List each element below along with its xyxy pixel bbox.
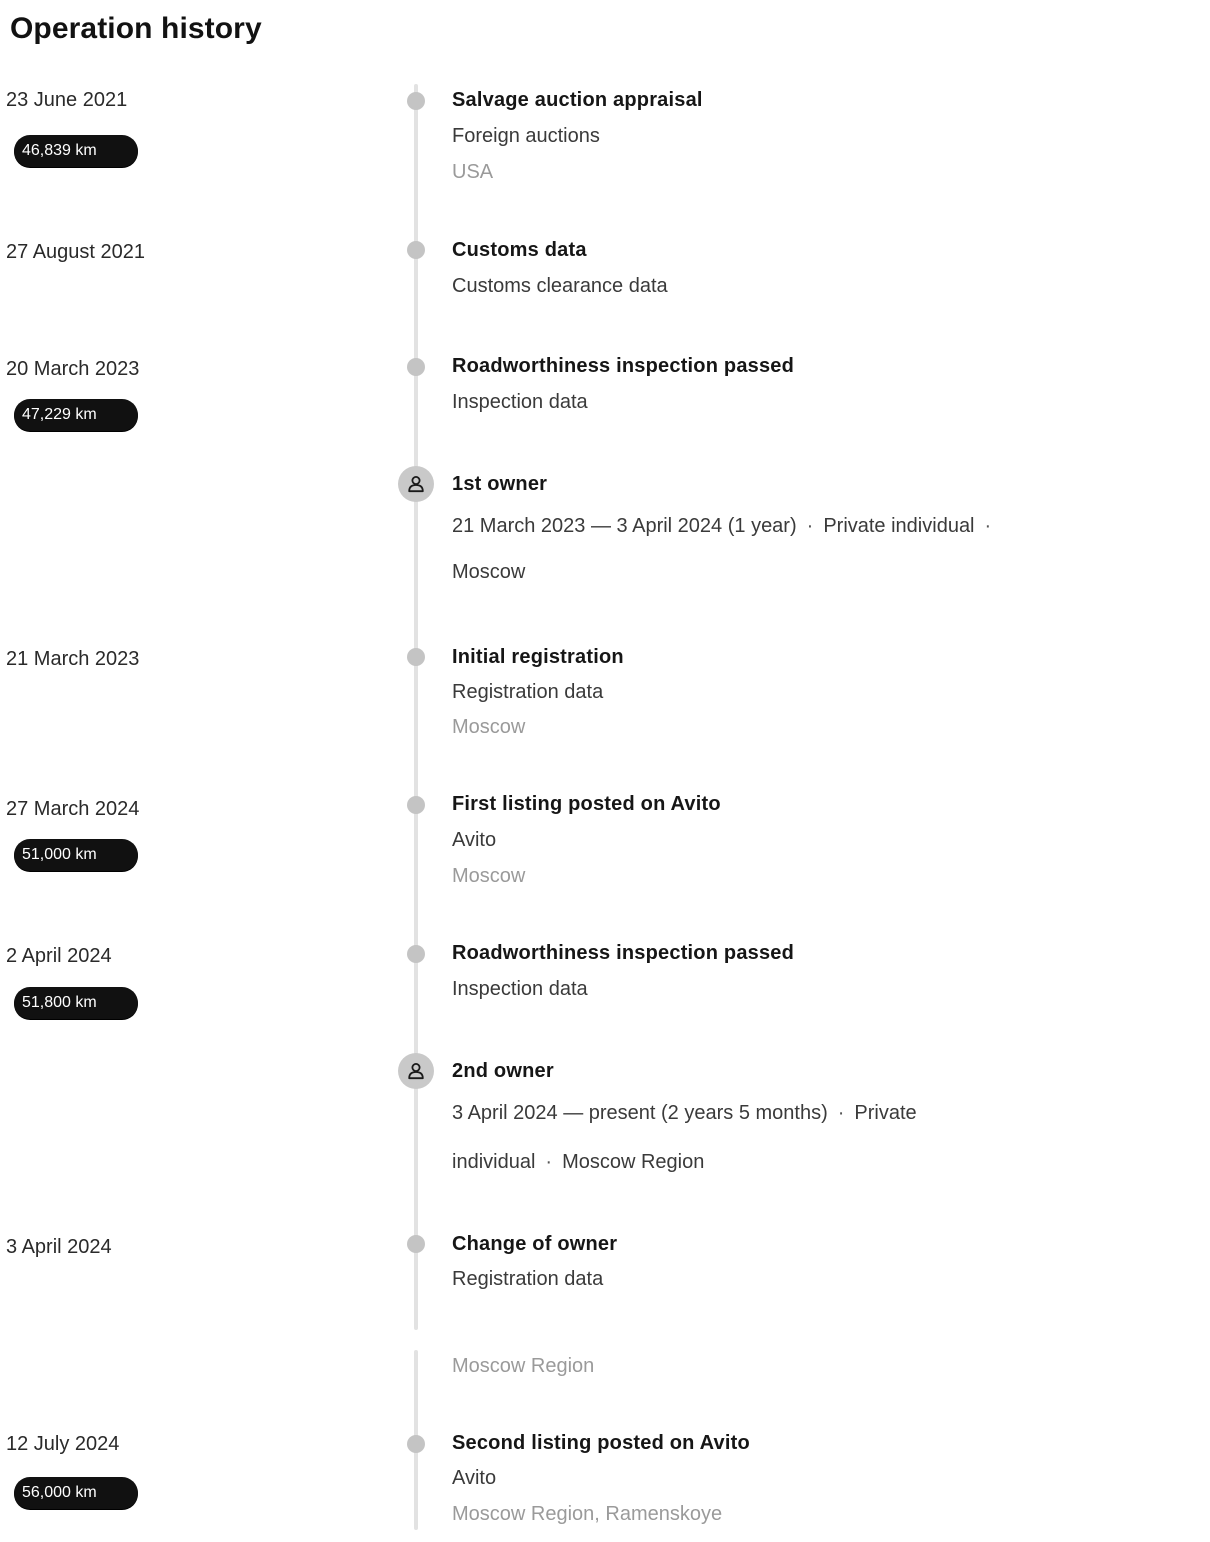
owner-title: 2nd owner [452, 1060, 554, 1082]
timeline-dot [407, 1235, 425, 1253]
timeline-dot [407, 796, 425, 814]
event-source: Inspection data [452, 978, 588, 1000]
timeline-dot [407, 945, 425, 963]
mileage-badge: 56,000 km [14, 1477, 138, 1509]
event-place: Moscow [452, 716, 526, 738]
event-source: Registration data [452, 1268, 604, 1290]
event-title: Salvage auction appraisal [452, 89, 703, 111]
event-date: 12 July 2024 [6, 1433, 120, 1455]
timeline-dot [407, 648, 425, 666]
owner-type: Private individual [823, 515, 975, 537]
timeline-line [414, 84, 418, 1330]
event-date: 27 August 2021 [6, 241, 146, 263]
event-date: 27 March 2024 [6, 798, 140, 820]
owner-period: 3 April 2024 — present (2 years 5 months) [452, 1102, 828, 1124]
event-place: USA [452, 161, 494, 183]
event-title: Customs data [452, 239, 587, 261]
event-title: Roadworthiness inspection passed [452, 942, 795, 964]
separator: · [806, 515, 814, 537]
event-source: Inspection data [452, 391, 588, 413]
person-icon [398, 466, 434, 502]
event-date: 2 April 2024 [6, 945, 112, 967]
owner-type: Private [854, 1102, 917, 1124]
event-source: Customs clearance data [452, 275, 668, 297]
owner-type: individual [452, 1151, 536, 1173]
event-date: 3 April 2024 [6, 1236, 112, 1258]
owner-place: Moscow Region [562, 1151, 705, 1173]
mileage-badge: 51,000 km [14, 839, 138, 871]
event-title: First listing posted on Avito [452, 793, 721, 815]
event-title: Change of owner [452, 1233, 618, 1255]
event-title: Roadworthiness inspection passed [452, 355, 795, 377]
event-place: Moscow Region, Ramenskoye [452, 1503, 723, 1525]
event-date: 21 March 2023 [6, 648, 140, 670]
event-title: Initial registration [452, 646, 624, 668]
timeline-dot [407, 358, 425, 376]
timeline-dot [407, 241, 425, 259]
separator: · [545, 1151, 553, 1173]
owner-place: Moscow [452, 561, 526, 583]
mileage-badge: 46,839 km [14, 135, 138, 167]
owner-details [452, 515, 1001, 538]
event-source: Registration data [452, 681, 604, 703]
event-source: Avito [452, 1467, 497, 1489]
event-source: Foreign auctions [452, 125, 600, 147]
timeline-dot [407, 1435, 425, 1453]
event-place: Moscow Region [452, 1355, 595, 1377]
page-title: Operation history [10, 12, 262, 45]
timeline-dot [407, 92, 425, 110]
event-date: 20 March 2023 [6, 358, 140, 380]
event-source: Avito [452, 829, 497, 851]
event-date: 23 June 2021 [6, 89, 128, 111]
event-title: Second listing posted on Avito [452, 1432, 750, 1454]
owner-title: 1st owner [452, 473, 548, 495]
mileage-badge: 47,229 km [14, 399, 138, 431]
person-icon [398, 1053, 434, 1089]
separator: · [984, 515, 992, 537]
owner-details [452, 1102, 917, 1125]
separator: · [837, 1102, 845, 1124]
owner-details-cont [452, 1151, 704, 1174]
owner-period: 21 March 2023 — 3 April 2024 (1 year) [452, 515, 797, 537]
mileage-badge: 51,800 km [14, 987, 138, 1019]
event-place: Moscow [452, 865, 526, 887]
